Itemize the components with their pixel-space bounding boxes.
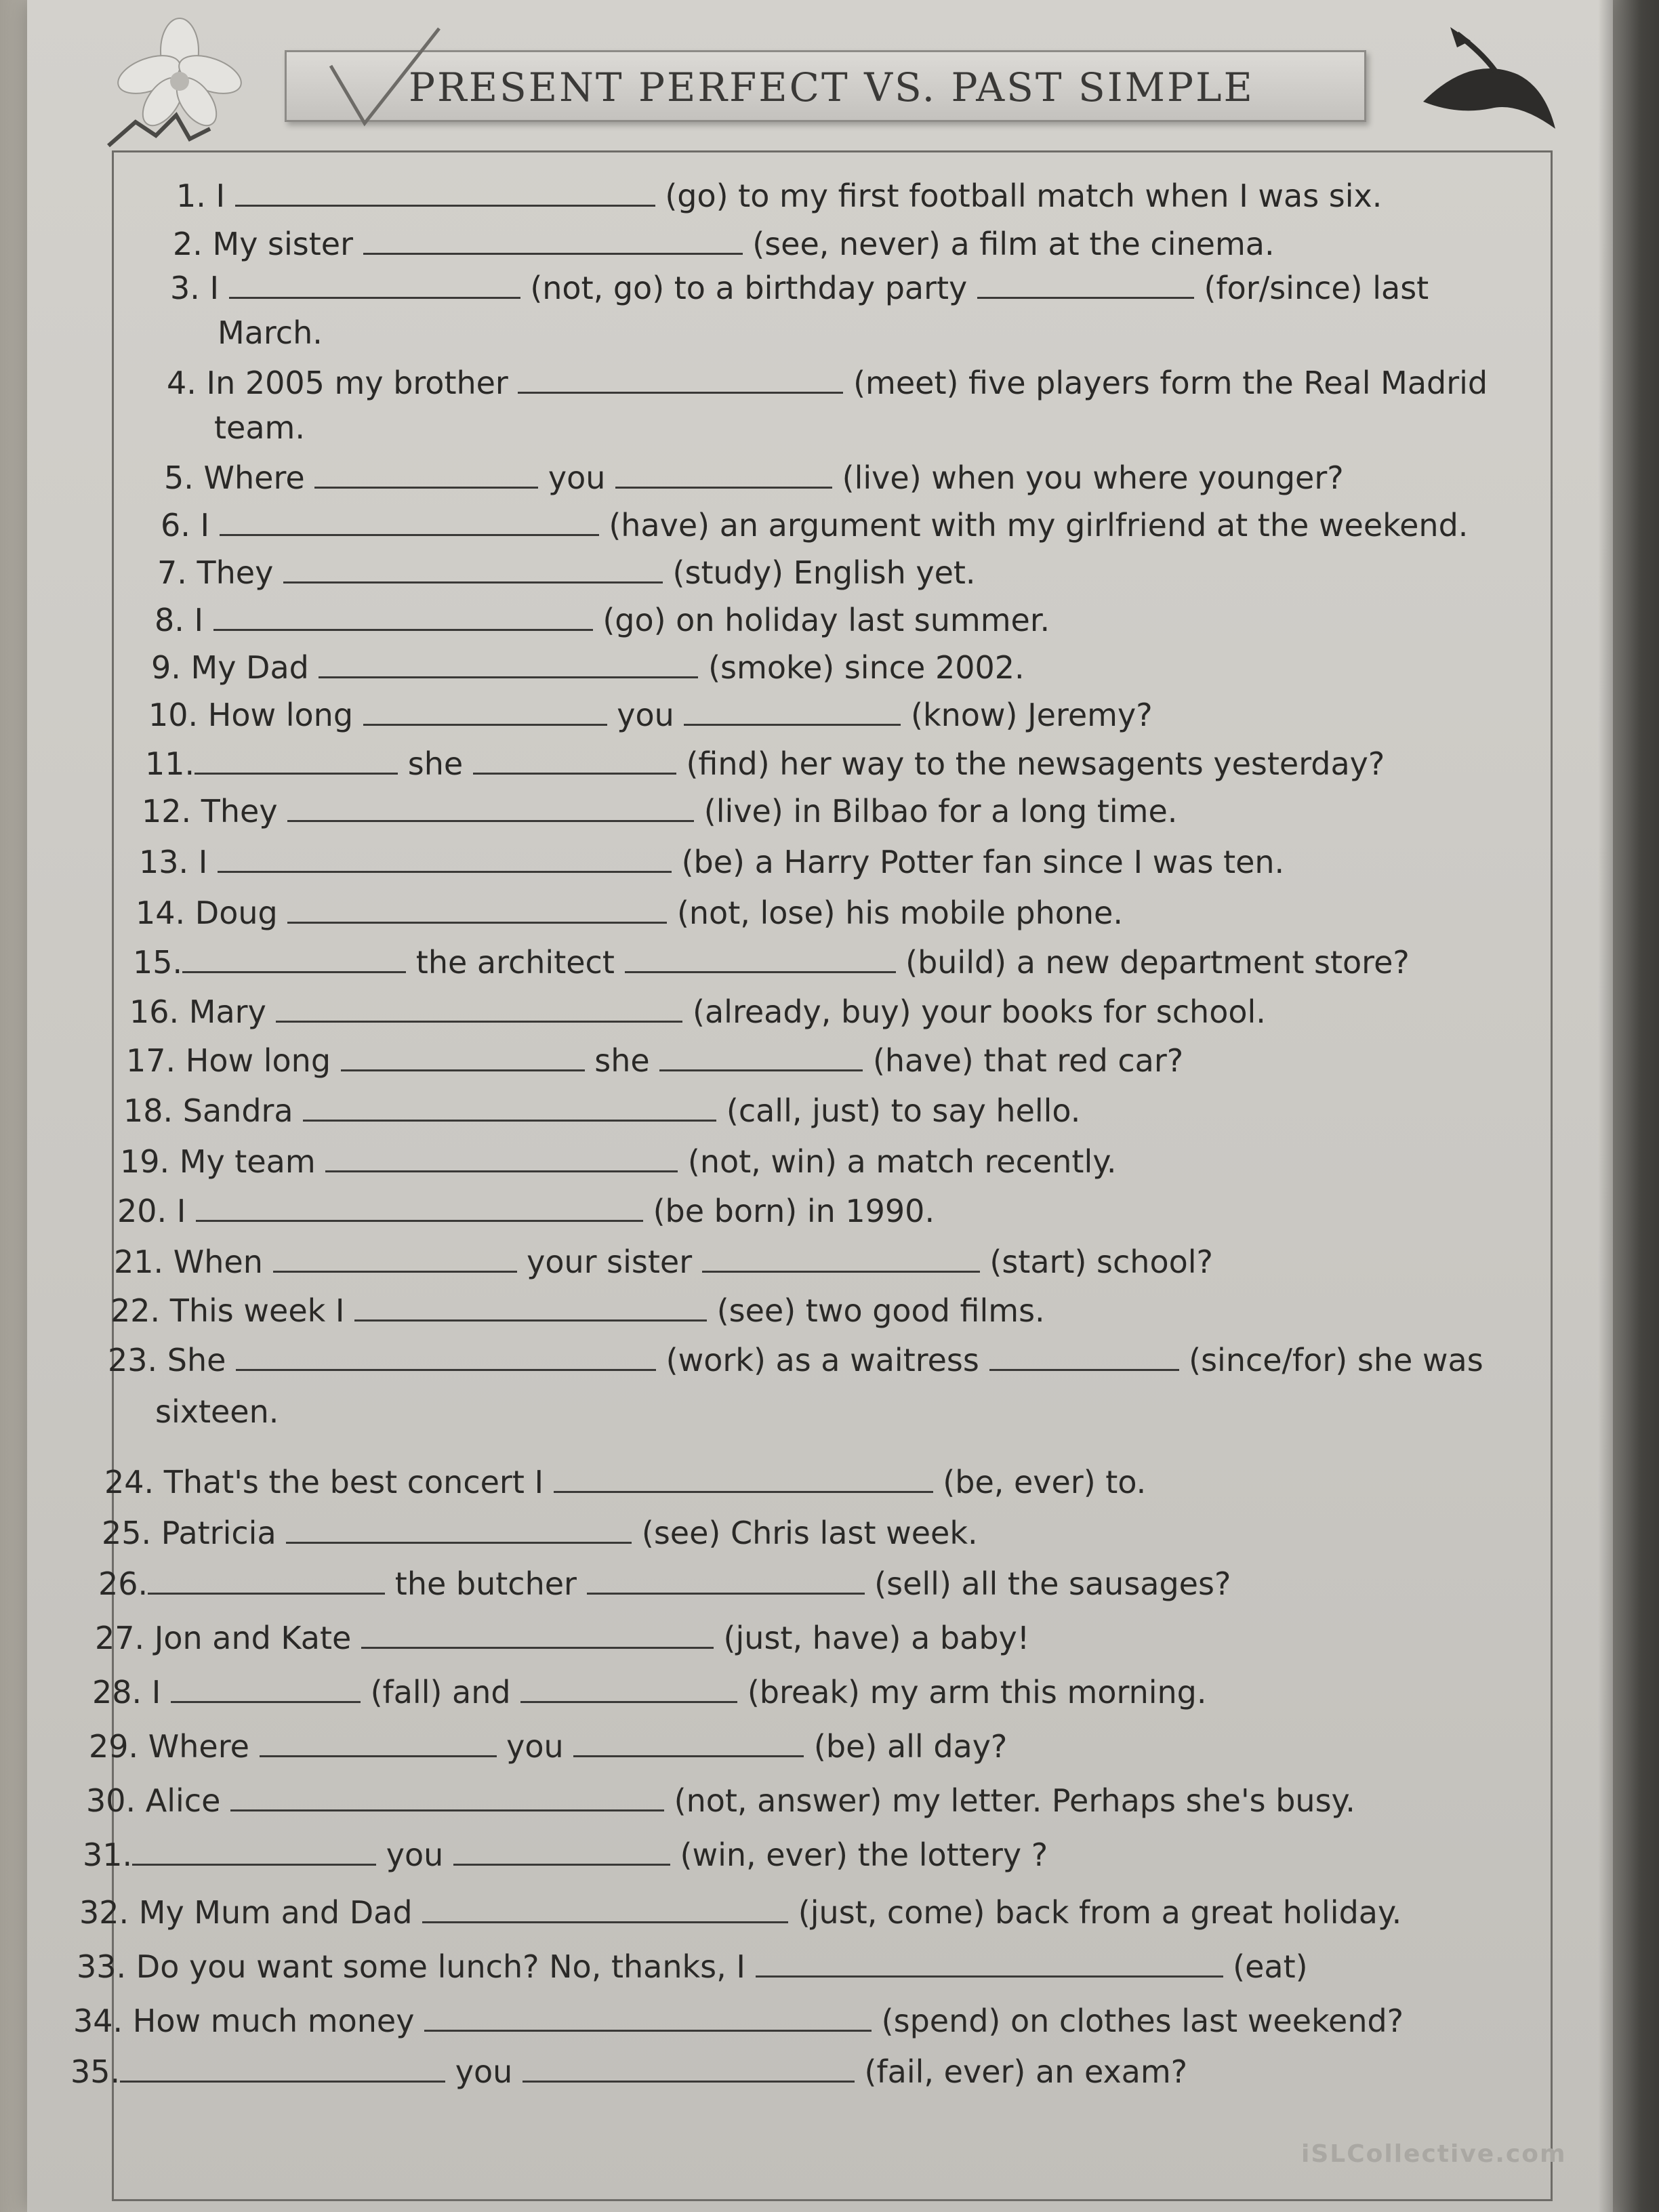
answer-blank[interactable] <box>229 270 520 299</box>
question-text: the architect <box>406 944 625 981</box>
question-number: 17. <box>126 1042 176 1079</box>
question-text: Jon and Kate <box>144 1620 361 1656</box>
answer-blank[interactable] <box>361 1620 714 1649</box>
question-number: 15. <box>133 944 183 981</box>
question-text: you <box>538 459 616 496</box>
answer-blank[interactable] <box>977 270 1194 299</box>
question-number: 19. <box>120 1143 170 1180</box>
question-text: Mary <box>179 994 276 1030</box>
question-row <box>102 1515 978 1549</box>
question-number: 12. <box>142 793 192 830</box>
answer-blank[interactable] <box>213 602 593 631</box>
question-text: In 2005 my brother <box>196 365 518 401</box>
answer-blank[interactable] <box>325 1143 678 1172</box>
question-text: I <box>184 602 213 638</box>
question-number: 30. <box>86 1782 136 1819</box>
question-text: (live) when you where younger? <box>832 459 1344 496</box>
question-row <box>79 1894 1402 1931</box>
question-text: (know) Jeremy? <box>901 697 1153 733</box>
answer-blank[interactable] <box>554 1464 933 1493</box>
question-text: I <box>167 1193 196 1229</box>
question-text: (fall) and <box>360 1674 521 1711</box>
question-text: This week I <box>160 1292 355 1329</box>
answer-blank[interactable] <box>230 1782 664 1811</box>
question-row <box>170 270 1429 304</box>
question-number: 31. <box>83 1837 133 1873</box>
answer-blank[interactable] <box>625 944 896 973</box>
answer-blank[interactable] <box>235 178 655 207</box>
question-text: Doug <box>185 895 288 931</box>
question-text: Where <box>193 459 315 496</box>
worksheet-page <box>27 0 1613 2212</box>
answer-blank[interactable] <box>171 1674 361 1703</box>
question-number: 18. <box>123 1092 173 1129</box>
answer-blank[interactable] <box>684 697 901 726</box>
question-text: That's the best concert I <box>154 1464 554 1500</box>
question-text: Patricia <box>151 1515 287 1551</box>
question-text: (go) to my first football match when I was six. <box>655 178 1382 214</box>
question-row <box>126 1042 1184 1079</box>
question-text: (fail, ever) an exam? <box>854 2053 1188 2090</box>
question-text: (sell) all the sausages? <box>864 1565 1231 1602</box>
question-row <box>95 1620 1029 1654</box>
question-row <box>98 1565 1231 1602</box>
question-row <box>108 1342 1483 1376</box>
answer-blank[interactable] <box>453 1837 670 1866</box>
question-text: (find) her way to the newsagents yesterday? <box>676 745 1385 782</box>
question-row <box>92 1674 1207 1711</box>
question-text: My team <box>169 1143 326 1180</box>
question-text: They <box>191 793 288 830</box>
question-text: you <box>607 697 684 733</box>
question-text: you <box>496 1728 574 1765</box>
question-row <box>117 1193 935 1227</box>
question-number: 35. <box>70 2053 121 2090</box>
question-text: (call, just) to say hello. <box>716 1092 1081 1129</box>
question-text: I <box>199 270 229 306</box>
answer-blank[interactable] <box>286 1515 632 1544</box>
question-text: (already, buy) your books for school. <box>682 994 1266 1030</box>
question-text: you <box>376 1837 453 1873</box>
question-number: 9. <box>151 649 181 686</box>
question-number: 13. <box>139 844 189 880</box>
question-text: (not, answer) my letter. Perhaps she's busy. <box>664 1782 1355 1819</box>
question-row <box>114 1244 1213 1280</box>
question-number: 6. <box>161 507 190 544</box>
question-text: (study) English yet. <box>662 554 976 591</box>
question-text: (not, lose) his mobile phone. <box>667 895 1123 931</box>
question-text: (not, win) a match recently. <box>678 1143 1117 1180</box>
question-text: I <box>205 178 235 214</box>
answer-blank[interactable] <box>573 1728 804 1757</box>
question-text: you <box>445 2053 523 2090</box>
question-number: 32. <box>79 1894 129 1931</box>
answer-blank[interactable] <box>218 844 672 873</box>
answer-blank[interactable] <box>314 459 538 489</box>
question-text: Where <box>138 1728 260 1765</box>
question-text: How long <box>198 697 363 733</box>
answer-blank[interactable] <box>303 1092 716 1122</box>
question-row <box>151 649 1025 686</box>
answer-blank[interactable] <box>120 2053 445 2083</box>
question-text: (see, never) a film at the cinema. <box>742 226 1275 262</box>
answer-blank[interactable] <box>287 895 667 924</box>
question-number: 21. <box>114 1244 164 1280</box>
question-number: 4. <box>167 365 197 401</box>
question-text: she <box>584 1042 660 1079</box>
question-text: My sister <box>202 226 363 262</box>
question-text: (spend) on clothes last weekend? <box>872 2003 1404 2039</box>
page-title: PRESENT PERFECT VS. PAST SIMPLE <box>409 64 1254 110</box>
answer-blank[interactable] <box>132 1837 376 1866</box>
question-row <box>133 944 1410 981</box>
question-row <box>83 1837 1048 1873</box>
question-text: (eat) <box>1223 1948 1308 1985</box>
question-number: 22. <box>110 1292 161 1329</box>
question-continuation: team. <box>214 409 305 446</box>
question-text: (work) as a waitress <box>656 1342 989 1378</box>
question-row <box>129 994 1266 1030</box>
question-text: your sister <box>516 1244 702 1280</box>
question-row <box>120 1143 1117 1180</box>
answer-blank[interactable] <box>276 994 682 1023</box>
question-text: (just, have) a baby! <box>713 1620 1030 1656</box>
question-text: (go) on holiday last summer. <box>592 602 1050 638</box>
question-continuation: sixteen. <box>155 1393 279 1430</box>
answer-blank[interactable] <box>182 944 406 973</box>
question-text: (win, ever) the lottery ? <box>670 1837 1048 1873</box>
question-text: My Mum and Dad <box>129 1894 423 1931</box>
question-row <box>139 844 1284 878</box>
question-number: 24. <box>104 1464 155 1500</box>
question-number: 23. <box>108 1342 158 1378</box>
question-row <box>104 1464 1146 1498</box>
question-number: 8. <box>155 602 184 638</box>
answer-blank[interactable] <box>341 1042 585 1071</box>
question-text: Do you want some lunch? No, thanks, I <box>126 1948 756 1985</box>
answer-blank[interactable] <box>363 697 607 726</box>
question-text: (live) in Bilbao for a long time. <box>694 793 1178 830</box>
question-text: (be, ever) to. <box>933 1464 1147 1500</box>
question-text: How long <box>176 1042 341 1079</box>
question-number: 10. <box>148 697 199 733</box>
question-number: 33. <box>77 1948 127 1985</box>
question-number: 1. <box>176 178 206 214</box>
question-row <box>123 1092 1081 1129</box>
question-number: 14. <box>136 895 186 931</box>
answer-blank[interactable] <box>260 1728 497 1757</box>
answer-blank[interactable] <box>587 1565 865 1595</box>
question-number: 2. <box>173 226 203 262</box>
answer-blank[interactable] <box>273 1244 517 1273</box>
question-row <box>136 895 1123 931</box>
question-text: They <box>186 554 283 591</box>
question-row <box>77 1948 1308 1985</box>
question-text: (since/for) she was <box>1179 1342 1483 1378</box>
bird-decoration-icon <box>1410 27 1565 142</box>
answer-blank[interactable] <box>363 226 743 255</box>
question-number: 29. <box>89 1728 139 1765</box>
question-row <box>142 793 1178 830</box>
answer-blank[interactable] <box>220 507 599 536</box>
question-text: (for/since) last <box>1193 270 1429 306</box>
question-number: 20. <box>117 1193 167 1229</box>
question-row <box>148 697 1153 731</box>
question-number: 7. <box>157 554 187 591</box>
question-number: 5. <box>164 459 194 496</box>
answer-blank[interactable] <box>236 1342 656 1371</box>
question-number: 34. <box>73 2003 123 2039</box>
answer-blank[interactable] <box>424 2003 872 2032</box>
question-continuation: March. <box>218 314 323 351</box>
answer-blank[interactable] <box>702 1244 980 1273</box>
question-number: 3. <box>170 270 200 306</box>
title-banner <box>285 50 1366 122</box>
question-text: (be) all day? <box>804 1728 1008 1765</box>
answer-blank[interactable] <box>518 365 843 394</box>
question-text: My Dad <box>180 649 319 686</box>
question-text: When <box>163 1244 273 1280</box>
question-row <box>173 226 1275 260</box>
answer-blank[interactable] <box>422 1894 788 1923</box>
question-text: I <box>142 1674 171 1711</box>
shadow-edge <box>1598 0 1659 2212</box>
question-text: (break) my arm this morning. <box>737 1674 1207 1711</box>
answer-blank[interactable] <box>615 459 832 489</box>
answer-blank[interactable] <box>473 745 676 775</box>
question-text: Alice <box>136 1782 231 1819</box>
watermark: iSLCollective.com <box>1301 2140 1567 2168</box>
question-number: 25. <box>102 1515 152 1551</box>
question-row <box>155 602 1050 636</box>
question-text: How much money <box>123 2003 425 2039</box>
question-text: I <box>188 844 218 880</box>
answer-blank[interactable] <box>283 554 663 583</box>
question-text: (meet) five players form the Real Madrid <box>843 365 1488 401</box>
question-text: (not, go) to a birthday party <box>520 270 977 306</box>
question-text: (have) that red car? <box>863 1042 1184 1079</box>
question-text: (just, come) back from a great holiday. <box>788 1894 1402 1931</box>
question-text: (see) Chris last week. <box>632 1515 978 1551</box>
question-text: She <box>157 1342 237 1378</box>
question-row <box>161 507 1469 544</box>
question-text: she <box>398 745 473 782</box>
question-text: (start) school? <box>979 1244 1213 1280</box>
question-text: (have) an argument with my girlfriend at the weekend. <box>598 507 1469 544</box>
answer-blank[interactable] <box>194 745 398 775</box>
answer-blank[interactable] <box>520 1674 737 1703</box>
question-text: I <box>190 507 220 544</box>
question-number: 27. <box>95 1620 145 1656</box>
question-text: (be born) in 1990. <box>642 1193 935 1229</box>
question-text: (see) two good films. <box>707 1292 1045 1329</box>
answer-blank[interactable] <box>523 2053 855 2083</box>
question-row <box>176 178 1382 214</box>
question-text: (smoke) since 2002. <box>698 649 1025 686</box>
question-row <box>70 2053 1188 2090</box>
answer-blank[interactable] <box>659 1042 863 1071</box>
question-row <box>164 459 1344 496</box>
question-text: the butcher <box>385 1565 587 1602</box>
question-row <box>167 365 1488 401</box>
flower-decoration-icon <box>95 14 264 149</box>
question-row <box>73 2003 1404 2039</box>
question-row <box>157 554 976 591</box>
question-text: (build) a new department store? <box>895 944 1410 981</box>
answer-blank[interactable] <box>989 1342 1179 1371</box>
question-number: 11. <box>145 745 195 782</box>
question-number: 28. <box>92 1674 142 1711</box>
answer-blank[interactable] <box>196 1193 643 1222</box>
question-text: (be) a Harry Potter fan since I was ten. <box>671 844 1285 880</box>
question-row <box>110 1292 1045 1329</box>
answer-blank[interactable] <box>756 1948 1223 1978</box>
answer-blank[interactable] <box>148 1565 385 1595</box>
answer-blank[interactable] <box>287 793 694 822</box>
question-number: 16. <box>129 994 180 1030</box>
answer-blank[interactable] <box>354 1292 707 1322</box>
question-row <box>89 1728 1008 1765</box>
question-row <box>86 1782 1355 1819</box>
question-text: Sandra <box>173 1092 304 1129</box>
question-number: 26. <box>98 1565 148 1602</box>
answer-blank[interactable] <box>319 649 698 678</box>
question-row <box>145 745 1385 782</box>
